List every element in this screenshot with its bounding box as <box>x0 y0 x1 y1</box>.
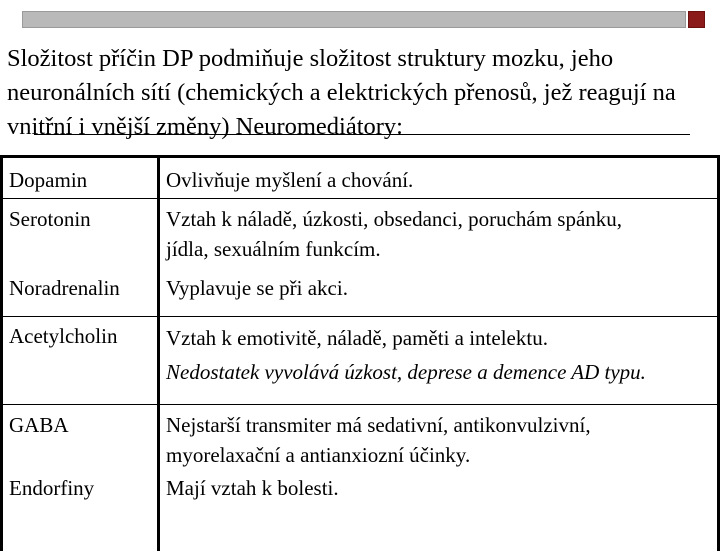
slide-title: Složitost příčin DP podmiňuje složitost struktury mozku, jeho neuronálních sítí (chemických a elektrických přenosů, jež reagují na vnitřní i vnější změny) Neuromediátory: <box>7 45 676 140</box>
neurotransmitter-description: myorelaxační a antianxiozní účinky. <box>166 443 471 467</box>
table-row <box>2 405 719 471</box>
table-row <box>2 157 719 199</box>
title-underline <box>34 134 690 135</box>
neurotransmitter-name: Acetylcholin <box>9 324 118 348</box>
neurotransmitter-description: Vyplavuje se při akci. <box>166 275 348 300</box>
neurotransmitter-name: Noradrenalin <box>9 275 120 300</box>
table-row <box>2 271 719 317</box>
neurotransmitter-description: jídla, sexuálním funkcím. <box>166 237 381 261</box>
neurotransmitter-description: Ovlivňuje myšlení a chování. <box>166 168 414 192</box>
neurotransmitter-description: Vztah k emotivitě, náladě, paměti a intelektu. <box>166 326 548 350</box>
neurotransmitter-name: Serotonin <box>9 207 91 231</box>
neurotransmitter-note: Nedostatek vyvolává úzkost, deprese a demence AD typu. <box>166 360 646 384</box>
neurotransmitter-name: Dopamin <box>9 168 88 192</box>
neurotransmitter-description: Mají vztah k bolesti. <box>166 475 339 500</box>
neurotransmitter-description: Nejstarší transmiter má sedativní, antikonvulzivní, <box>166 413 591 437</box>
neurotransmitter-table <box>0 155 720 551</box>
neurotransmitter-name: Endorfiny <box>9 475 95 500</box>
table-row <box>2 317 719 405</box>
top-bar-decoration <box>22 11 686 28</box>
table-row <box>2 471 719 551</box>
neurotransmitter-description: Vztah k náladě, úzkosti, obsedanci, poruchám spánku, <box>166 207 623 231</box>
top-square-decoration <box>688 11 705 28</box>
neurotransmitter-name: GABA <box>9 413 69 437</box>
table-row <box>2 199 719 271</box>
